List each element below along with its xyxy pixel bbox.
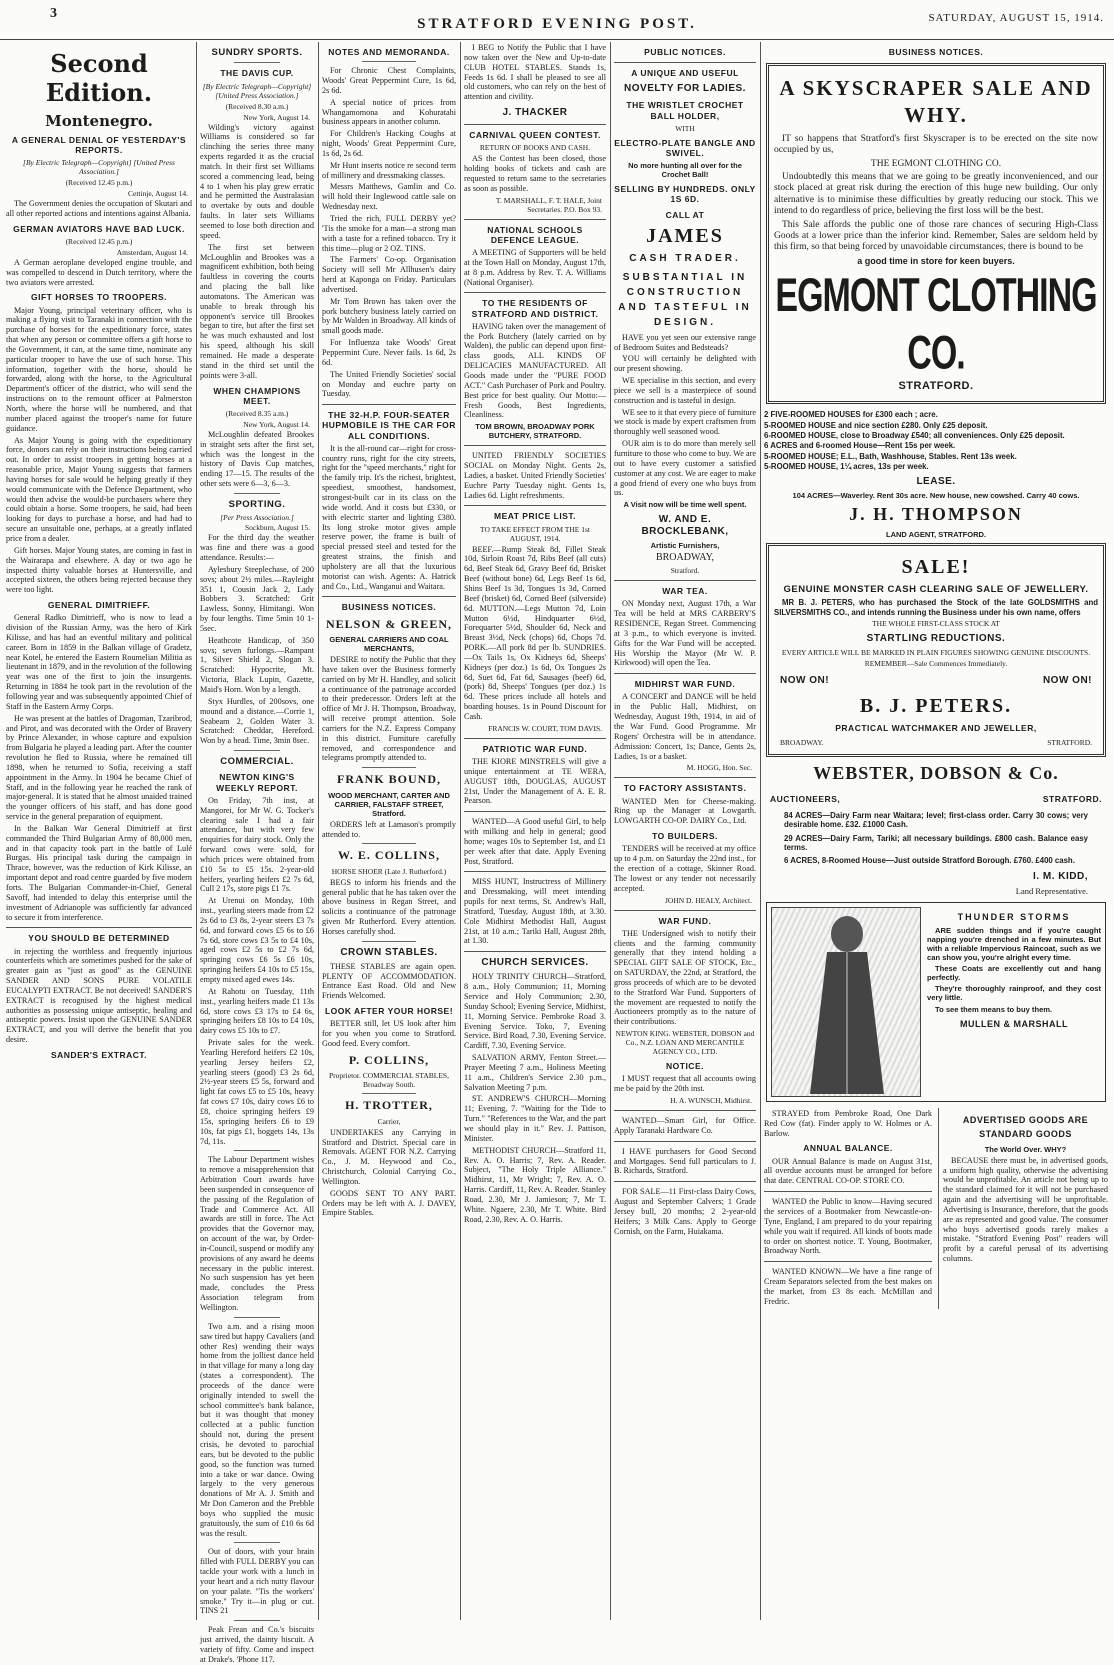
church-body: HOLY TRINITY CHURCH—Stratford, 8 a.m., Holy Communion; 11, Morning Service and Holy Communion; 2.30, Sunday School; Evening Service, Midhirst, 11, Morning Service. Pembroke Road 3. Evening Service. Toko, 7, Evening Service. Bird Road, 7.30, Evening Service. Cardiff, 7.30, Evening Service. [464,972,606,1051]
thunder-heading: THUNDER STORMS [957,911,1071,922]
houses-list [764,410,1108,471]
for-sale-body: FOR SALE—11 First-class Dairy Cows, August and September Calvers; 1 Grade Jersey bull, 20 months; 2 2-year-old Heifers; 3 Milk Cans. Apply to George Cornish, on the Farm, Huiakama. [614,1187,756,1236]
notice-heading: NOTICE. [666,1061,704,1072]
notes-item: Mr Tom Brown has taken over the pork butchery business lately carried on by Mr Walden in Broadway. All kinds of small goods made. [322,296,456,336]
davis-cup-heading: THE DAVIS CUP. [220,68,294,79]
egmont-town: STRATFORD. [898,380,974,393]
visit-line: A Visit now will be time well spent. [623,500,747,510]
notes-item: For Chronic Chest Complaints, Woods' Great Peppermint Cure, 1s 6d, 2s 6d. [322,66,456,95]
wristlet-with: WITH [675,123,695,133]
residents-body: HAVING taken over the management of the Pork Butchery (lately carried on by Walden), the public can depend upon first-class goods, ALL KINDS OF DELICACIES MANUFACTURED. All Goods made under the "PURE FOOD ACT." Cash Purchaser of Pork and Poultry. Best price for best quality. Our Motto:— Fresh Goods, Best Ingredients, Cleanliness. [464,321,606,420]
dimitrieff-body: He was present at the battles of Dragoman, Tzaribrod, and Pirot, and was decorated with the Order of Bravery by Prince Alexander, in whose capture and expulsion from Bulgaria he played a leading part. After the counter revolution he fled to Russia, where he remained till 1898, when he returned to Sofia, receiving a staff appointment in the Army. In 1904 he became Chief of Staff, and in the following year he reached the rank of major-general. It is stated that he almost unaided trained the younger officers of his staff, and has done good service in the general preparation of equipment. [6,713,192,822]
thunder-body: To see them means to buy them. [935,1004,1053,1014]
sporting-body: Aylesbury Steeplechase, of 200 sovs; about 2½ miles.—Rayleight 351 1, Cousin Jack 2, Lady Bobbers 3. Scratched: Grit Lawless, Sonny, Himitangi. Won by four lengths. Time 5min 10 1-5sec. [200,564,314,633]
now-on-label: NOW ON! [780,675,830,686]
cash-trader: CASH TRADER. [629,252,741,264]
notice-signature: H. A. WUNSCH, Midhirst. [670,1096,752,1105]
wristlet-heading: THE WRISTLET CROCHET BALL HOLDER, [626,100,744,121]
skyscraper-heading: A SKYSCRAPER SALE AND WHY. [779,76,1093,128]
house-item: 6-ROOMED HOUSE, close to Broadway £540; all conveniences. Only £25 deposit. [764,430,1065,440]
denial-heading: A GENERAL DENIAL OF YESTERDAY'S REPORTS. [11,134,187,155]
thunder-storms-ad [766,902,1106,1102]
collins-body: BEGS to inform his friends and the general public that he has taken over the above business in Regan Street, and solicits a continuance of the patronage given Mr Rutherford. Every attention. Horses carefully shod. [322,877,456,936]
notes-item: The Farmers' Co-op. Organisation Society will sell Mr Allhusen's dairy herd at Kaponga on Friday. Particulars advertised. [322,255,456,294]
sports-heading: SUNDRY SPORTS. [211,47,303,58]
newton-body: Private sales for the week. Yearling Hereford heifers £2 10s, yearling Jersey heifers £2, yearling steers (good) £3 2s 6d, 2½-year steers £5 5s, forward and light fat cows £5 to £5 10s, heavy fat cows £7 10s, dairy cows £6 to £8, choice springing heifers £9 15s, springing heifers £6 to £9 10s, fat pigs £1, hoggets 14s, 13s 7d, 11s. [200,1038,314,1146]
champions-heading: WHEN CHAMPIONS MEET. [213,385,301,406]
church-heading: CHURCH SERVICES. [481,957,589,969]
kidd-heading: I. M. KIDD, [1033,870,1088,882]
frank-bound-body: ORDERS left at Lamason's promptly attended to. [322,819,456,839]
column-rule [760,42,761,1620]
sporting-heading: SPORTING. [228,498,286,510]
trotter-heading: H. TROTTER, [345,1098,433,1113]
aviators-place: Amsterdam, August 14. [116,247,188,257]
every-article-line: EVERY ARTICLE WILL BE MARKED IN PLAIN FIGURES SHOWING GENUINE DISCOUNTS. [781,648,1091,657]
strayed-body: STRAYED from Pembroke Road, One Dark Red Cow (fat). Finder apply to W. Holmes or A. Barlow. [764,1108,932,1138]
furniture-body: HAVE you yet seen our extensive range of Bedroom Suites and Bedsteads? [614,332,756,352]
midhirst-body: A CONCERT and DANCE will be held in the Public Hall, Midhirst, on Wednesday, August 19th, 1914, in aid of the War Fund. Good Programme. Mr Rogers' Orchestra will be in attendance. Admission: Concert, 1s; Dance, Gents 2s, Ladies, 1s or a basket. [614,692,756,761]
war-tea-heading: WAR TEA. [662,586,708,597]
wristlet-body: No more hunting all over for the Crochet Ball! [628,161,742,180]
public-notices-heading: PUBLIC NOTICES. [644,47,726,57]
column-5 [614,42,756,1620]
davis-received: (Received 8.30 a.m.) [225,101,289,111]
skyscraper-ad [766,63,1106,404]
lease-heading: LEASE. [916,476,956,488]
column-rule [460,42,461,1620]
brocklebank-sub: Artistic Furnishers, [650,541,720,551]
webster-item: 84 ACRES—Dairy Farm near Waitara; level; first-class order. Carry 30 cows; very desirable home. £32. £1000 Cash. [784,810,1088,830]
advertised-goods-heading: ADVERTISED GOODS ARE STANDARD GOODS [962,1114,1089,1140]
champions-received: (Received 8.35 a.m.) [225,408,289,418]
thompson-heading: J. H. THOMPSON [849,504,1023,525]
carnival-signature: T. MARSHALL, F. T. HALE, Joint Secretaries. P.O. Box 93. [495,195,602,214]
substantial-tagline: SUBSTANTIAL IN CONSTRUCTION AND TASTEFUL IN DESIGN. [618,271,752,328]
aviators-received: (Received 12.45 p.m.) [65,236,133,246]
meat-signature: FRANCIS W. COURT, TOM DAVIS. [488,723,602,733]
commercial-heading: COMMERCIAL. [220,756,294,768]
webster-sub: AUCTIONEERS, [770,793,841,804]
crown-better-body: BETTER still, let US look after him for you when you come to Stratford. Good feed. Every comfort. [322,1019,456,1049]
lease-body: 104 ACRES—Waverley. Rent 30s acre. New house, new cowshed. Carry 40 cows. [792,491,1080,501]
issue-date: SATURDAY, AUGUST 15, 1914. [928,12,1104,24]
meat-body: BEEF.—Rump Steak 8d, Fillet Steak 10d, Sirloin Roast 7d, Ribs Beef (all cuts) 6d, Beef Steak 6d, Gravy Beef 6d, Brisket Beef (without bone) 6d, Legs Beef 1s 6d, Shins Beef 1s 3d, Tongues 1s 3d, Corned Beef (brisket) 6d, Corned Beef (silverside) 6d. MUTTON.—Legs Mutton 7d, Loin Mutton 6½d, Hindquarter 6½d, Forequarter 5½d, Shoulder 6d, Neck and Breast 3½d, Neck (chops) 6d, Chops 7d. PORK.—All pork 8d per lb. SUNDRIES.—Ox Tails 1s, Ox Kidneys 6d, Sheeps' Kidneys (per doz.) 1s 6d, Ox Tongues 2s 6d, Suet 6d, Fat 6d, Sausages (beef) 6d, (pork) 8d, Sheeps' Tongues (per doz.) 1s 6d. These prices include all hotels and boarding houses. 1s in Pound Discount for Cash. [464,544,606,721]
furniture-body: WE specialise in this section, and every piece we sell is a masterpiece of sound construction and is tasteful in design. [614,376,756,405]
notes-item: For Influenza take Woods' Great Peppermint Cure. Never fails. 1s 6d, 2s 6d. [322,338,456,367]
webster-town: STRATFORD. [1042,793,1102,804]
advertised-goods-body: BECAUSE there must be, in advertised goods, a uniform high quality, otherwise the advertising would be unprofitable. An article not being up to the standard claimed for it will not be purchased again and the advertising will be unprofitable. Advertising is Insurance, therefore, that the goods are as represented and good value. The consumer who buys advertised goods rarely makes a mistake. "Stratford Evening Post" readers will profit by a careful perusal of its advertising columns. [943,1155,1108,1264]
champions-place: New York, August 14. [243,419,310,429]
kidd-sub: Land Representative. [1015,885,1088,896]
nelson-green-body: DESIRE to notify the Public that they have taken over the Business formerly carried on by Mr H. Handley, and solicit a continuance of the patronage accorded to their predecessor. Orders left at the office of Mr J. H. Thompson, Broadway, will receive prompt attention. Sole carriers for the N.Z. Express Company in this district. Furniture carefully removed, and correspondence and telegrams promptly attended to. [322,654,456,763]
church-body: SALVATION ARMY, Fenton Street.—Prayer Meeting 7 a.m., Holiness Meeting 11 a.m., Children's Service 2.30 p.m., Salvation Meeting 7 p.m. [464,1053,606,1092]
frank-bound-sub: WOOD MERCHANT, CARTER AND CARRIER, FALSTAFF STREET, Stratford. [328,790,450,818]
peters-town: STRATFORD. [1047,738,1092,748]
builders-body: TENDERS will be received at my office up to 4 p.m. on Saturday the 22nd inst., for the erection of a cottage, Skinner Road. The lowest or any tender not necessarily accepted. [614,844,756,893]
crown-stables-heading: CROWN STABLES. [340,946,438,958]
midhirst-signature: M. HOGG, Hon. Sec. [686,763,752,773]
novelty-sub: A UNIQUE AND USEFUL [631,68,739,79]
sporting-place: Sockburn, August 15. [244,523,310,533]
skyscraper-company: THE EGMONT CLOTHING CO. [870,158,1002,169]
brocklebank-town: Stratford. [670,566,700,576]
brocklebank-heading: W. AND E. BROCKLEBANK, [641,514,729,538]
aviators-body: A German aeroplane developed engine trouble, and was compelled to descend in Dutch territory, where the two aviators were arrested. [6,257,192,287]
church-body: ST. ANDREW'S CHURCH—Morning 11; Evening, 7. "Waiting for the Tide to Turn." "References to the War, and the part we should play in it." Rev. J. Pattison, Minister. [464,1094,606,1143]
annual-balance-body: OUR Annual Balance is made on August 31st, all overdue accounts must be arranged for before that date. CENTRAL CO-OP. STORE CO. [764,1156,932,1186]
aviators-heading: GERMAN AVIATORS HAVE BAD LUCK. [13,223,185,234]
davis-body: Wilding's victory against Williams is considered so far clinching the series three many experts regarded it as the crucial match. In their first set Williams scored a commencing lead, being 4 to 1 when his play grew erratic and he permitted the Australasian to overtake by outs and double faults. In later sets Williams seemed to lose both direction and speed. [200,122,314,240]
builders-heading: TO BUILDERS. [652,831,718,842]
patriotic-heading: PATRIOTIC WAR FUND. [482,743,588,754]
carnival-sub: RETURN OF BOOKS AND CASH. [479,143,591,153]
column-3 [322,42,456,1620]
notes-item: Messrs Matthews, Gamlin and Co. will hold their Inglewood cattle sale on Wednesday next. [322,182,456,212]
miss-hunt-body: MISS HUNT, Instructress of Millinery and Dressmaking, will meet intending pupils for next terms, St. Andrew's Hall, Stratford, Tuesday, August 18th, at 3.30. Cole Midhirst Methodist Hall, August 21st, at 10 a.m.; Tariki Hall, August 28th, at 1.30. [464,877,606,946]
notes-heading: NOTES AND MEMORANDA. [328,47,450,57]
notes-item: Tried the rich, FULL DERBY yet? 'Tis the smoke for a man—a strong man with a taste for a refined tobacco. Try it this time—plug or 2 OZ. TINS. [322,214,456,253]
novelty-heading: NOVELTY FOR LADIES. [624,83,746,95]
gift-horses-heading: GIFT HORSES TO TROOPERS. [30,292,168,303]
residents-heading: TO THE RESIDENTS OF STRATFORD AND DISTRICT. [471,298,599,319]
thunder-body: ARE sudden things and if you're caught napping you're drenched in a few minutes. But with a reliable Impervious Raincoat, such as we can show you, you're alright every time. [927,925,1101,962]
montenegro-heading: Montenegro. [45,111,153,130]
column-2 [200,42,314,1664]
now-on-label: NOW ON! [1042,675,1092,686]
friendly-societies-body: UNITED FRIENDLY SOCIETIES SOCIAL on Monday Night. Gents 2s, Ladies, a basket. United Friendly Societies' Euchre Party Tuesday night. Gents 1s, Ladies 6d. Light refreshments. [464,451,606,500]
patriotic-body: THE KIORE MINSTRELS will give a unique entertainment at TE WERA, AUGUST 18th, DOUGLAS, AUGUST 21st, Under the Management of A. E. R. Pearson. [464,756,606,806]
column-rule [318,42,319,1620]
goods-body: GOODS SENT TO ANY PART. Orders may be left with A. J. DAVEY, Empire Stables. [322,1188,456,1218]
sander-signature: SANDER'S EXTRACT. [50,1050,147,1060]
column-6 [764,42,1108,1620]
peters-heading: B. J. PETERS. [859,695,1013,717]
dimitrieff-body: General Radko Dimitrieff, who is now to lead a division of the Russian Army, was the hero of Kirk Kilisse, and has had an eventful military and political career. Born in 1859 in the Balkan village of Gradetz, near Kotel, he entered the Eastern Roumelian Militia as lieutenant in 1879, and in the revolution of the following year was one of the first to join the insurgents. Returning in 1884 he took part in the revolution of the following year and was subsequently appointed Chief of Staff in the Eastern Army Corps. [6,613,193,711]
skyscraper-body: Undoubtedly this means that we are going to be greatly inconvenienced, and our stock placed at great risk during the erection of this huge new building. Our only alternative is to minimise these difficulties by greatly reducing our stock. This we intend to do regardless of price, believing the first loss will be the best. [774,171,1098,217]
midhirst-heading: MIDHIRST WAR FUND. [634,679,736,690]
notice-body: I MUST request that all accounts owing me be paid by the 20th inst. [614,1074,756,1094]
purchasers-body: I HAVE purchasers for Good Second and Mortgages. Send full particulars to J. B. Richards, Stratford. [614,1146,756,1176]
webster-item: 6 ACRES, 8-Roomed House—Just outside Stratford Borough. £760. £400 cash. [784,856,1075,866]
wanted-girl-body: WANTED—A Good useful Girl, to help with milking and help in general; good home; wages 10s to September 1st, and £1 per week after that date. Apply Evening Post, Stratford. [464,817,606,866]
trotter-sub: Carrier, [377,1116,401,1126]
war-fund-heading: WAR FUND. [658,915,712,926]
peters-address: BROADWAY. [780,738,824,748]
thunder-body: They're thoroughly rainproof, and they cost very little. [927,984,1101,1003]
business-notices-heading: BUSINESS NOTICES. [888,47,984,57]
skyscraper-body: IT so happens that Stratford's first Skyscraper is to be erected on the site now occupied by us, [774,133,1098,156]
furniture-body: YOU will certainly be delighted with our present showing. [614,354,756,374]
furniture-body: OUR aim is to do more than merely sell furniture to those who come to buy. We are out to have every customer a satisfied customer at any cost. We are eager to make a good friend of every one who buys from us. [614,439,756,498]
column-1 [6,42,192,1620]
gift-horses-body: Major Young, principal veterinary officer, who is making a flying visit to Taranaki in connection with the purchase of horses for the expeditionary force, states that when any person or committee offers a gift horse to the Government, it can, at the same time, nominate any particular trooper to have the use of such horse. This information, together with the horse, should be forwarded, along with the horse, to the Agricultural Department's officer of the district, who will send the instructions on to the remount officer at Palmerston North, where the horse will be numbered, and that number placed against the trooper's name for future guidance. [6,305,192,433]
webster-heading: WEBSTER, DOBSON & Co. [813,763,1059,784]
brocklebank-address: BROADWAY, [655,552,715,564]
selling-line: SELLING BY HUNDREDS. ONLY 1S 6D. [614,184,756,205]
house-item: 2 FIVE-ROOMED HOUSES for £300 each ; acre. [764,410,938,420]
smart-girl-body: WANTED—Smart Girl, for Office. Apply Taranaki Hardware Co. [614,1116,756,1135]
house-item: 6 ACRES and 6-roomed House—Rent 15s per week. [764,441,956,451]
p-collins-sub: Proprietor. COMMERCIAL STABLES, Broadway South. [329,1071,449,1090]
house-item: 5-ROOMED HOUSE, 1¼ acres, 13s per week. [764,461,929,471]
denial-body: The Government denies the occupation of Skutari and all other reported actions and intentions against Albania. [6,198,192,218]
notes-item: A special notice of prices from Whangamomona and Kohuratahi business appears in another column. [322,97,456,127]
startling-line: STARTLING REDUCTIONS. [866,633,1006,644]
newspaper-title: STRATFORD EVENING POST. [417,16,697,32]
dimitrieff-heading: GENERAL DIMITRIEFF. [47,600,151,611]
sporting-source: [Per Press Association.] [220,513,294,523]
denial-place: Cettinje, August 14. [128,188,188,198]
newton-body: On Friday, 7th inst, at Mangorei, for Mr W. G. Tocker's clearing sale I had a fair attendance, but with very few enquiries for dairy stock. Only the forward cows were sold, for which prices were obtained from £10 5s to £5 15s. 2-year-old heifers, yearling heifers £2 7s 6d, Cull 2 17s, store pigs £1 7s. [200,795,314,894]
factory-body: WANTED Men for Cheese-making. Ring up the Manager at Lowgarth. LOWGARTH CO-OP. DAIRY Co., Ltd. [614,796,756,826]
dance-body: Two a.m. and a rising moon saw tired but happy Cavaliers (and other Res) wending their ways home from the jolliest dance held in that village for many a long day (states a correspondent). The proceeds of the dance were originally intended to swell the school committee's bank balance, but it was thought that money collected at a public function should not, during the present crisis, be devoted to parochial ears, but be devoted to the public good, so the function was turned into a take or war dance. Owing largely to the very generous donations of Mr A. J. Smith and Mr Don Cameron and the Prebble boys who supplied the music gratuitously, the sum of £10 6s 6d was the result. [200,1321,314,1538]
skyscraper-body: This Sale affords the public one of those rare chances of securing High-Class Goods at a lower price than the inferior kind. Remember, Sales are seldom held by this firm, so that being forced by unavoidable circumstances, there is bound to be [774,219,1098,253]
sander-heading: YOU SHOULD BE DETERMINED [28,933,170,944]
carnival-body: AS the Contest has been closed, those holding books of tickets and cash are requested to return same to the secretaries as soon as possible. [464,154,606,193]
classifieds-left [764,1108,932,1309]
davis-place: New York, August 14. [243,112,310,122]
peters-sub: PRACTICAL WATCHMAKER AND JEWELLER, [835,723,1037,733]
notes-item: For Children's Hacking Coughs at night, Woods' Great Peppermint Cure, 1s 6d, 2s 6d. [322,129,456,158]
crown-stables-body: THESE STABLES are again open. PLENTY OF ACCOMMODATION. Entrance East Road. Old and New Friends Welcomed. [322,961,456,1001]
thompson-sub: LAND AGENT, STRATFORD. [886,529,986,539]
thunder-body: These Coats are excellently cut and hang perfectly. [927,964,1101,983]
meat-heading: MEAT PRICE LIST. [494,511,576,522]
factory-heading: TO FACTORY ASSISTANTS. [623,783,747,794]
page-number: 3 [50,6,57,21]
james-heading: JAMES [646,224,724,247]
annual-balance-heading: ANNUAL BALANCE. [803,1143,893,1154]
labour-body: The Labour Department wishes to remove a misapprehension that Arbitration Court awards have been suspended in consequence of the passing of the Regulation of Trade and Commerce Act. All awards are still in force. The Act provides that the Governor may, on account of the war, by Order-in-Council, suspend or modify any provisions of any award he deems necessary in the public interest. No such suspension has yet been made, concludes the Press Association telegram from Wellington. [200,1155,314,1313]
sale-sub: GENUINE MONSTER CASH CLEARING SALE OF JEWELLERY. [783,583,1089,595]
notes-item: Mr Hunt inserts notice re second term of millinery and dressmaking classes. [322,160,456,180]
champions-body: McLoughlin defeated Brookes in straight sets after the first set, which was the longest in the history of Davis Cup matches, ending 17—15. The results of the other sets were 6—3, 6—3. [200,429,314,489]
wristlet-sub: ELECTRO-PLATE BANGLE AND SWIVEL. [614,137,756,158]
furniture-body: WE see to it that every piece of furniture we stock is made by expert craftsmen from thoroughly well seasoned wood. [614,407,756,437]
schools-body: A MEETING of Supporters will be held at the Town Hall on Monday, August 17th, at 8 p.m. Address by Rev. T. A. Williams (National Organiser). [464,248,606,287]
tom-brown-signature: TOM BROWN, BROADWAY PORK BUTCHERY, STRATFORD. [475,422,595,441]
church-body: METHODIST CHURCH—Stratford 11, Rev. A. O. Harris; 7, Rev. A. Reader. Subject, "The Holy Triple Alliance." Midhirst, 11, Mr Wright; 7, Rev. A. O. Harris. Cardiff, 11, Rev. A. Reader. Stanley Road, 2.30, Mr J. Jamieson; 7, Mr T. White. Ngaere, 2.30, Mr T. White. Bird Road, 2.30, Rev. A. O. Harris. [464,1145,606,1224]
war-tea-body: ON Monday next, August 17th, a War Tea will be held at MRS CARBERY'S RESIDENCE, Regan Street. Commencing at 3 p.m., to which everyone is invited. Gifts for the War Fund will be accepted. His Worship the Mayor (Mr W. P. Kirkwood) will open the Tea. [614,599,756,668]
advertised-goods-ad [938,1108,1108,1309]
war-fund-body: THE Undersigned wish to notify their clients and the farming community generally that they intend holding a SPECIAL GIFT SALE OF STOCK, Etc., on SATURDAY, the 22nd, at Stratford, the gross proceeds of which are to be devoted to the Stratford War Fund. Supporters of the movement are requested to notify the Auctioneers promptly as to the nature of their contributions. [614,928,756,1027]
house-item: 5-ROOMED HOUSE; E.L., Bath, Washhouse, Stables. Rent 13s week. [764,451,1017,461]
egmont-brand: EGMONT CLOTHING CO. [775,269,1097,380]
thacker-signature: J. THACKER [502,107,568,119]
column-4 [464,42,606,1620]
peak-frean-body: Peak Frean and Co.'s biscuits just arrived, the dainty biscuit. A variety of fifty. Come and inspect at Drake's. 'Phone 117. [200,1625,314,1664]
wanted-bootmaker-body: WANTED the Public to know—Having secured the services of a Bootmaker from Newcastle-on-Tyne, England, I am prepared to do your repairing while you wait if required. All kinds of boots made to order on shortest notice. T. Young, Bootmaker, Broadway North. [764,1197,932,1256]
crown-look-heading: LOOK AFTER YOUR HORSE! [324,1006,454,1017]
column-rule [610,42,611,1620]
wanted-known-body: WANTED KNOWN—We have a fine range of Cream Separators selected from the best makes on the market, from £3 8s each. McMillan and Fredric. [764,1267,932,1306]
house-item: 5-ROOMED HOUSE and nice section £280. Only £25 deposit. [764,420,988,430]
club-hotel-body: I BEG to Notify the Public that I have now taken over the New and Up-to-date CLUB HOTEL STABLES. Stands 1s, Feeds 1s 6d. I shall be pleased to see all old customers, who can rely on the best of attention and civility. [464,43,606,102]
derby-body: Out of doors, with your brain filled with FULL DERBY you can tackle your work with a lunch in your heart and a rich nutty flavour on your palate. "Tis the workers' smoke." Try it—in plug or cut. TINS 21 [200,1547,314,1616]
raincoat-illustration [771,907,921,1097]
meat-sub: TO TAKE EFFECT FROM THE 1st AUGUST, 1914. [480,524,590,543]
call-at: CALL AT [665,209,705,220]
nelson-green-heading: NELSON & GREEN, [325,616,453,631]
sporting-body: Heathcote Handicap, of 350 sovs; seven furlongs.—Rampant 1, Silver Shield 2, Slogan 3. Scratched: Hypocrite, Mt. Victoria, Black Lupin, Gazette, Maid's Horn. Won by a length. [200,635,314,694]
builders-signature: JOHN D. HEALY, Architect. [664,895,752,905]
notes-item: The United Friendly Societies' social on Monday and euchre party on Tuesday. [322,369,456,399]
carnival-heading: CARNIVAL QUEEN CONTEST. [469,130,601,141]
davis-body: The first set between McLoughlin and Brookes was a magnificent exhibition, both being faultless in covering the courts and placing the ball like automatons. The American was unable to break through his opponent's service till Brookes began to tire, but after the first set he was much exhausted and lost his speed, although his skill remained. He made a desperate stand in the third set until the points were 3-all. [200,242,314,380]
sander-body: in rejecting the worthless and frequently injurious counterfeits which are sometimes pushed for the sake of greater gain as "just as good" as the GENUINE SANDER AND SONS PURE VOLATILE EUCALYPTI EXTRACT. Be not deceived! SANDER'S EXTRACT is recognised by the highest medical authorities as possessing unique antiseptic, healing and antiseptic powers. Insist upon the GENUINE SANDER EXTRACT, and you will derive the benefit that you desire. [6,946,192,1045]
collins-sub: HORSE SHOER (Late J. Rutherford.) [331,866,447,876]
remember-line: REMEMBER—Sale Commences Immediately. [864,659,1008,668]
hupmobile-body: It is the all-round car—right for cross-country runs, right for the city streets, right for the "speed merchants," right for the family trip. It's the richest, brightest, speediest, smoothest, handsomest, strongest-built car in its class on the wide world. And it costs but £330, or with electric starter and lighting £380. Its long stroke motor gives ample reserve power, the frame is built of special pressed steel and tested for the greatest strains, the finish and upholstery are all that the luxurious motorist can wish. Agents: A. Hatrick and Co., Ltd., Wanganui and Waitara. [322,443,456,591]
newton-body: At Rahotu on Tuesday, 11th inst., yearling heifers made £1 13s 6d, store cows £3 17s to £4 6s, springing heifers £8 10s to £4 10s, dairy cows £5 10s to £7. [200,986,314,1036]
trotter-body: UNDERTAKES any Carrying in Stratford and District. Special care in Removals. AGENT FOR N.Z. Carrying Co., J. M. Heywood and Co., Christchurch, Colonial Carrying Co., Wellington. [322,1127,456,1186]
mullen-marshall-signature: MULLEN & MARSHALL [960,1018,1068,1029]
frank-bound-heading: FRANK BOUND, [337,772,441,787]
masthead [0,0,1114,40]
collins-heading: W. E. COLLINS, [338,848,440,863]
gift-horses-body: As Major Young is going with the expeditionary force, donors can rely on their instructions being carried out. In order to assist troopers in getting horses at a reasonable price, Major Young suggests that farmers having horses for sale would be helping greatly if they would communicate with the Defence Department, who would then advise the would-be purchasers where they could obtain a horse. Some troopers, he said, had been looking for days to purchase a horse, and had had to secure an unsuitable one, perhaps, at a greatly inflated price from a dealer. [6,435,192,543]
skyscraper-body: a good time in store for keen buyers. [857,255,1015,266]
jewellery-sale-ad [766,543,1106,757]
hupmobile-heading: THE 32-H.P. FOUR-SEATER HUPMOBILE IS THE CAR FOR ALL CONDITIONS. [322,410,456,441]
denial-source: [By Electric Telegraph—Copyright] [United Press Association.] [23,157,175,176]
sporting-body: Styx Hurdles, of 200sovs, one mound and a distance.—Corrie 1, Seabeam 2, Golden Water 3. Scratched: Cheddar, Hereford. Won by a head. Time, 3min 8sec. [200,696,314,746]
davis-source: [By Electric Telegraph—Copyright] [United Press Association.] [202,81,312,100]
nelson-green-sub: GENERAL CARRIERS AND COAL MERCHANTS, [329,634,449,653]
denial-received: (Received 12.45 p.m.) [65,177,133,187]
dimitrieff-body: In the Balkan War General Dimitrieff at first commanded the Third Bulgarian Army of 80,000 men, and in that capacity took part in the battle of Lulé Burgas. His principal task during the campaign in Thrace, however, was the reduction of Kirk Kilisse, an important depot and road centre guarded by five modern forts. The Bulgarian Commander-in-Chief, General Savoff, had intended to delay this enterprise until the investment of Adrianople was sufficiently far advanced to secure it from interference. [6,823,192,922]
war-fund-signature: NEWTON KING. WEBSTER, DOBSON and Co., N.Z. LOAN AND MERCANTILE AGENCY CO., LTD. [615,1029,755,1057]
p-collins-heading: P. COLLINS, [348,1052,430,1067]
advertised-goods-question: The World Over. WHY? [984,1144,1067,1154]
peters-stock: THE WHOLE FIRST-CLASS STOCK AT [872,619,1000,628]
webster-list [764,811,1108,866]
webster-item: 29 ACRES—Dairy Farm, Tariki; all necessary buildings. £800 cash. Balance easy terms. [784,833,1088,852]
sale-heading: SALE! [901,555,971,578]
newton-king-heading: NEWTON KING'S WEEKLY REPORT. [216,772,298,793]
sporting-body: For the third day the weather was fine and there was a good attendance. Results:— [200,533,314,563]
peters-body: MR B. J. PETERS, who has purchased the Stock of the late GOLDSMITHS and SILVERSMITHS CO., and intends running the Business under his own name, offers [774,598,1098,617]
schools-heading: NATIONAL SCHOOLS DEFENCE LEAGUE. [487,224,583,245]
gift-horses-body: Gift horses. Major Young states, are coming in fast in the Wairarapa and elsewhere. A day or two ago he inspected thirty valuable horses at Huntersville, and accepted sixteen, the others being rejected because they were too light. [6,545,192,595]
newton-body: At Urenui on Monday, 10th inst., yearling steers made from £2 2s 6d to £3 8s, 2-year steers £3 7s 6d, and forward cows £5 6s to £6 7s 6d, store cows £3 5s to £4 10s, aged cows £2 5s to £2 7s 6d, springing cows £6 5s £6 10s, springing heifers £4 10s to £5 15s, empty mixed aged ewes 14s. [200,896,314,985]
raincoat-figure-icon [772,908,922,1098]
column-rule [196,42,197,1620]
business-notices-heading: BUSINESS NOTICES. [341,602,437,613]
edition-heading: Second Edition. [45,49,153,107]
